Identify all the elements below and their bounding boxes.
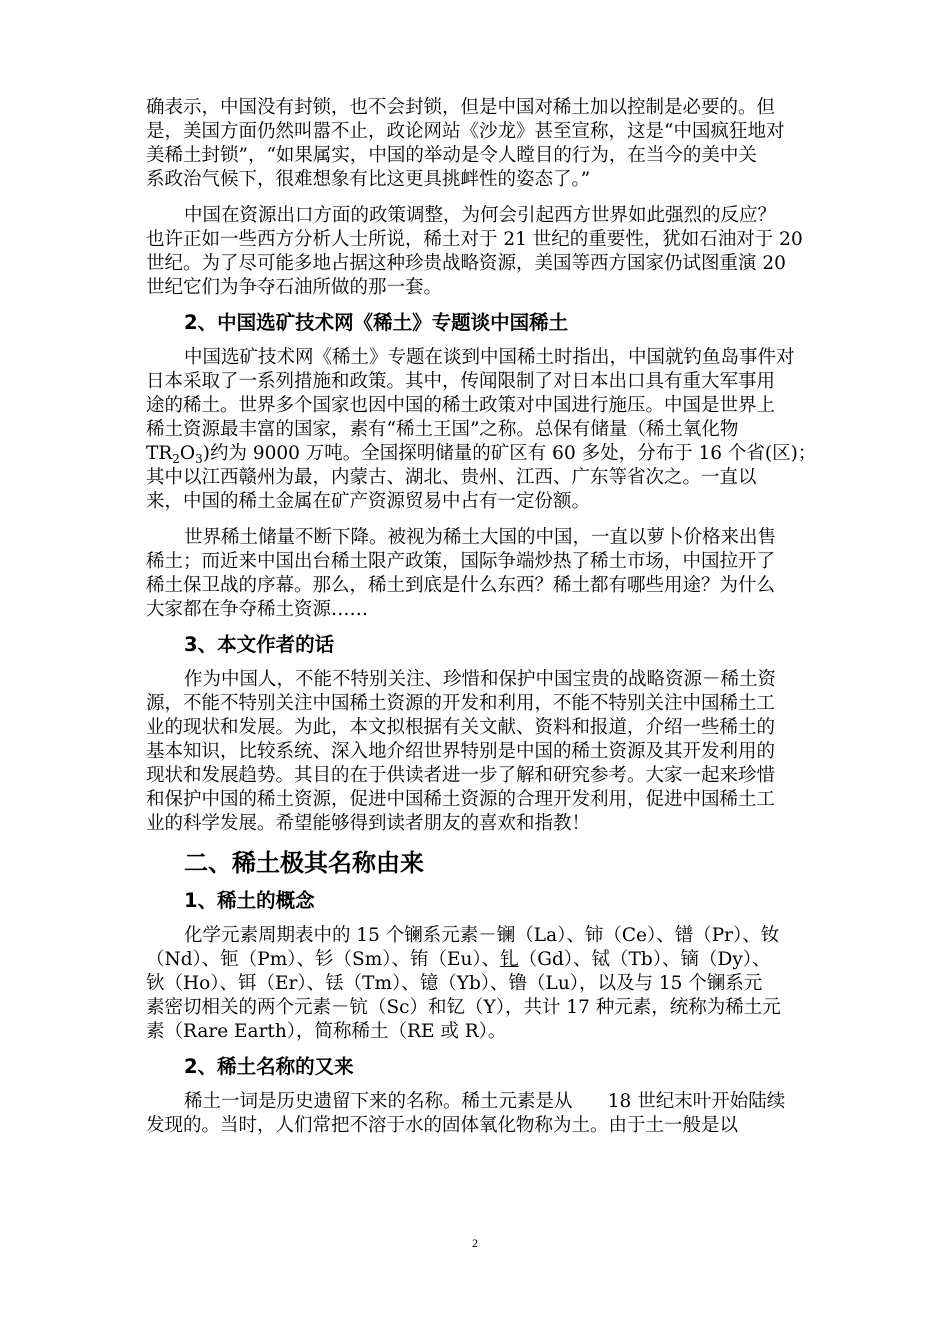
- paragraph-policy-adjustment: [146, 204, 806, 300]
- paragraph-reserves-declining: [146, 526, 806, 622]
- text-line: 稀土；而近来中国出台稀土限产政策，国际争端炒热了稀土市场，中国拉开了: [146, 551, 776, 572]
- text-line: 系政治气候下，很难想象有比这更具挑衅性的姿态了。”: [146, 169, 591, 190]
- text-line-formula: [146, 442, 817, 466]
- subscript-2: 2: [172, 452, 180, 466]
- text-line: 世纪它们为争夺石油所做的那一套。: [146, 277, 443, 298]
- paragraph-us-reaction: [146, 96, 806, 192]
- text-line: 大家都在争夺稀土资源……: [146, 599, 369, 620]
- text-line: 是，美国方面仍然叫嚣不止，政论网站《沙龙》甚至宣称，这是“中国疯狂地对: [146, 121, 785, 142]
- text-line: 来，中国的稀土金属在矿产资源贸易中占有一定份额。: [146, 491, 591, 512]
- text-line: 世界稀土储量不断下降。被视为稀土大国的中国，一直以萝卜价格来出售: [184, 527, 777, 548]
- text-line: 稀土保卫战的序幕。那么，稀土到底是什么东西？稀土都有哪些用途？为什么: [146, 575, 776, 596]
- text-line: 素（Rare Earth），简称稀土（RE 或 R）。: [146, 1021, 507, 1042]
- text-line: 和保护中国的稀土资源，促进中国稀土资源的合理开发利用，促进中国稀土工: [146, 789, 776, 810]
- text-line: 世纪。为了尽可能多地占据这种珍贵战略资源，美国等西方国家仍试图重演 20: [146, 253, 786, 274]
- page-number: 2: [472, 1236, 478, 1250]
- text-line: [146, 948, 806, 972]
- section-heading-name-origin: 二、稀土极其名称由来: [184, 849, 424, 877]
- text-line: 美稀土封锁”，“如果属实，中国的举动是令人瞠目的行为，在当今的美中关: [146, 145, 757, 166]
- paragraph-element-list: [146, 924, 806, 1044]
- text-line: 源，不能不特别关注中国稀土资源的开发和利用，不能不特别关注中国稀土工: [146, 693, 776, 714]
- underlined-element-gd: 钆: [500, 949, 519, 970]
- text-line: 作为中国人，不能不特别关注、珍惜和保护中国宝贵的战略资源－稀土资: [184, 669, 777, 690]
- text-line: 业的科学发展。希望能够得到读者朋友的喜欢和指教！: [146, 813, 591, 834]
- text-line: 其中以江西赣州为最，内蒙古、湖北、贵州、江西、广东等省次之。一直以: [146, 467, 757, 488]
- subscript-3: 3: [195, 452, 203, 466]
- heading-mining-tech-network: 2、中国选矿技术网《稀土》专题谈中国稀土: [184, 311, 569, 334]
- paragraph-history: [146, 1090, 806, 1138]
- text-line: 中国在资源出口方面的政策调整，为何会引起西方世界如此强烈的反应？: [184, 205, 777, 226]
- text-line: 钬（Ho）、铒（Er）、铥（Tm）、镱（Yb）、镥（Lu），以及与 15 个镧系元: [146, 973, 763, 994]
- text-line: 也许正如一些西方分析人士所说，稀土对于 21 世纪的重要性，犹如石油对于 20: [146, 229, 803, 250]
- text-line: 途的稀土。世界多个国家也因中国的稀土政策对中国进行施压。中国是世界上: [146, 395, 776, 416]
- formula-tr: TR: [146, 443, 173, 464]
- text-segment: （Nd）、钷（Pm）、钐（Sm）、铕（Eu）、: [146, 949, 501, 970]
- text-line: 发现的。当时，人们常把不溶于水的固体氧化物称为土。由于土一般是以: [146, 1115, 739, 1136]
- heading-name-origin: 2、稀土名称的又来: [184, 1055, 354, 1078]
- text-line: 稀土资源最丰富的国家，素有“稀土王国”之称。总保有储量（稀土氧化物: [146, 419, 739, 440]
- text-line: 化学元素周期表中的 15 个镧系元素－镧（La）、铈（Ce）、镨（Pr）、钕: [184, 925, 780, 946]
- text-line: 确表示，中国没有封锁，也不会封锁，但是中国对稀土加以控制是必要的。但: [146, 97, 776, 118]
- text-line: 稀土一词是历史遗留下来的名称。稀土元素是从 18 世纪末叶开始陆续: [184, 1091, 786, 1112]
- document-page: [146, 96, 817, 1138]
- text-line: 现状和发展趋势。其目的在于供读者进一步了解和研究参考。大家一起来珍惜: [146, 765, 776, 786]
- text-line: 业的现状和发展。为此，本文拟根据有关文献、资料和报道，介绍一些稀土的: [146, 717, 776, 738]
- heading-author-words: 3、本文作者的话: [184, 633, 335, 656]
- paragraph-china-rare-earth: [146, 346, 817, 514]
- text-line: 素密切相关的两个元素－钪（Sc）和钇（Y），共计 17 种元素，统称为稀土元: [146, 997, 781, 1018]
- text-line: 日本采取了一系列措施和政策。其中，传闻限制了对日本出口具有重大军事用: [146, 371, 776, 392]
- paragraph-author-intent: [146, 668, 806, 836]
- text-line: 中国选矿技术网《稀土》专题在谈到中国稀土时指出，中国就钓鱼岛事件对: [184, 347, 795, 368]
- formula-rest: )约为 9000 万吨。全国探明储量的矿区有 60 多处，分布于 16 个省(区)；: [202, 443, 817, 464]
- text-line: 基本知识，比较系统、深入地介绍世界特别是中国的稀土资源及其开发利用的: [146, 741, 776, 762]
- heading-concept: 1、稀土的概念: [184, 889, 315, 912]
- formula-o: O: [179, 443, 196, 464]
- text-segment: （Gd）、铽（Tb）、镝（Dy）、: [518, 949, 771, 970]
